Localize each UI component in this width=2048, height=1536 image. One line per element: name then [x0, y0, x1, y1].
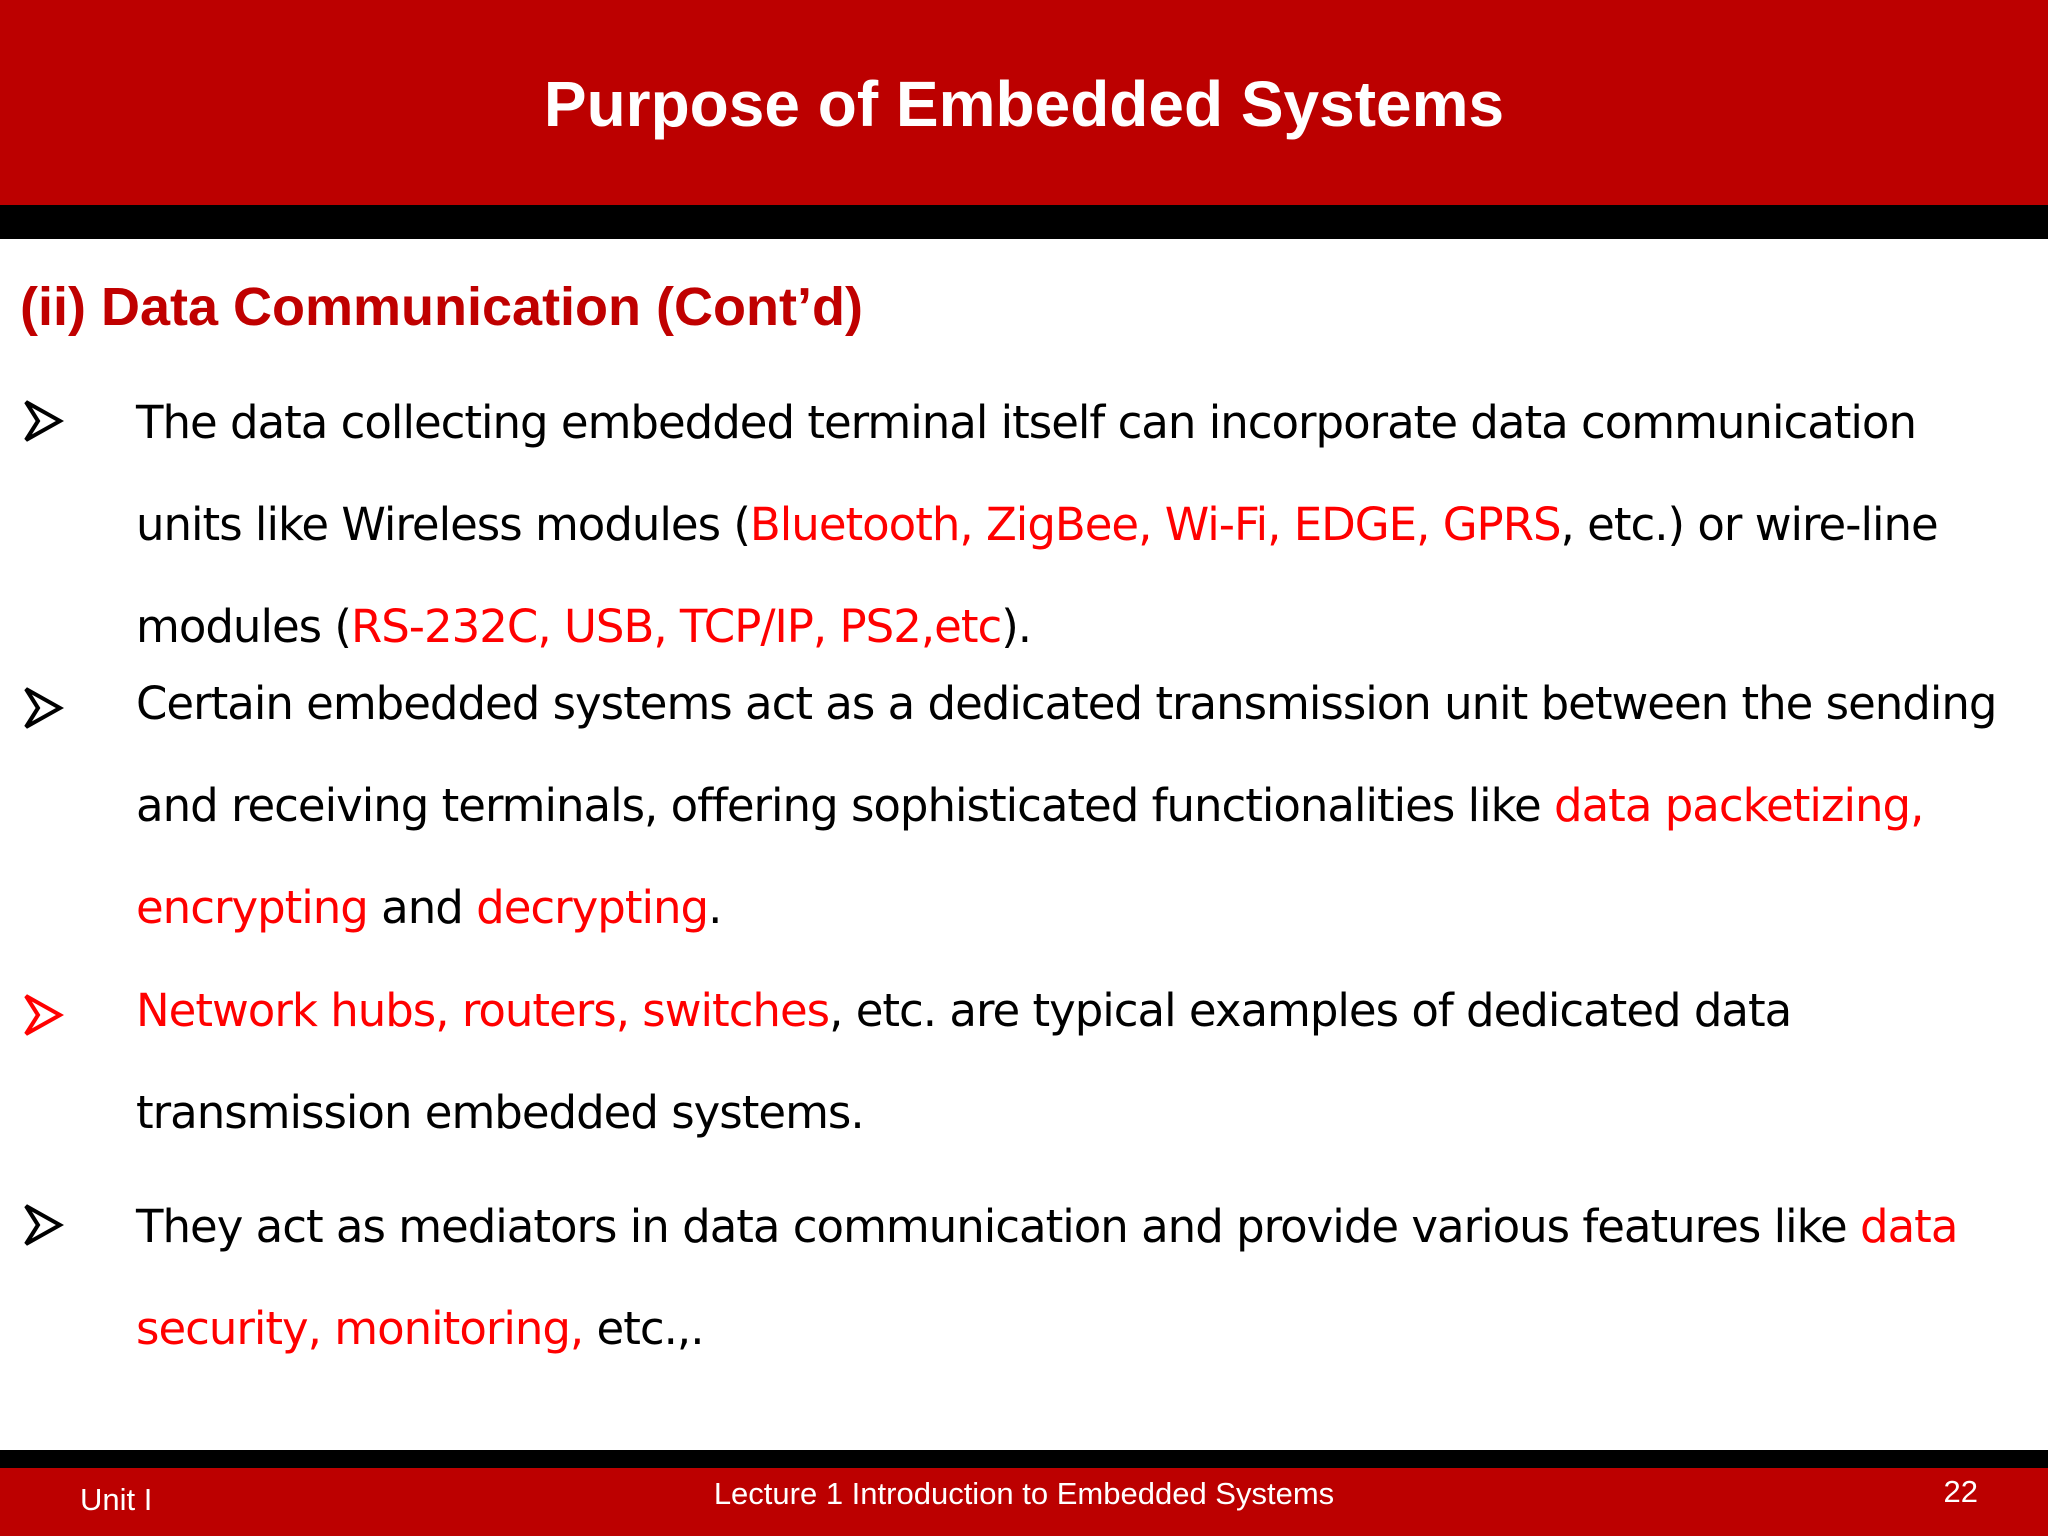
bullet-text	[136, 1176, 2016, 1380]
highlighted-text: decrypting	[476, 881, 709, 934]
bullet-text-segment: .	[708, 881, 722, 934]
bullet-text-segment: The data collecting embedded terminal itself can incorporate data communication units like Wireless modules (	[136, 396, 1916, 551]
header-divider-bar	[0, 205, 2048, 239]
bullet-text-segment: Certain embedded systems act as a dedicated transmission unit between the sending and receiving terminals, offering sophisticated functionalities like	[136, 677, 1997, 832]
bullet-arrow-shape	[26, 1206, 60, 1244]
bullet-text-segment: They act as mediators in data communication and provide various features like	[136, 1200, 1861, 1253]
section-heading: (ii) Data Communication (Cont’d)	[20, 277, 863, 337]
highlighted-text: Bluetooth, ZigBee, Wi-Fi, EDGE, GPRS	[749, 498, 1561, 551]
arrowhead-bullet-icon	[22, 400, 64, 442]
arrowhead-bullet-icon	[22, 1204, 64, 1246]
highlighted-text: Network hubs, routers, switches	[136, 984, 830, 1037]
footer-divider-bar	[0, 1450, 2048, 1468]
slide-title: Purpose of Embedded Systems	[543, 68, 1505, 140]
bullet-arrow-shape	[26, 689, 60, 727]
bullet-text-segment: , etc. are typical examples of dedicated data transmission embedded systems.	[136, 984, 1792, 1139]
bullet-text	[136, 653, 2016, 959]
bullet-text-segment: , etc.) or wire-line modules (	[136, 498, 1938, 653]
page-number: 22	[1943, 1474, 1978, 1509]
bullet-text-segment: ).	[1001, 600, 1032, 653]
footer-unit-label: Unit I	[80, 1482, 153, 1517]
footer-lecture-title: Lecture 1 Introduction to Embedded Systems	[713, 1476, 1335, 1511]
bullet-arrow-shape	[26, 402, 60, 440]
highlighted-text: data packetizing, encrypting	[136, 779, 1924, 934]
highlighted-text: RS-232C, USB, TCP/IP, PS2,etc	[350, 600, 1002, 653]
bullet-text	[136, 960, 2016, 1164]
bullet-text-segment: etc.,.	[583, 1302, 704, 1355]
arrowhead-bullet-icon	[22, 687, 64, 729]
bullet-arrow-shape	[26, 996, 60, 1034]
highlighted-text: data security, monitoring,	[136, 1200, 1958, 1355]
bullet-text-segment: and	[367, 881, 477, 934]
arrowhead-bullet-icon	[22, 994, 64, 1036]
bullet-text	[136, 372, 2016, 678]
